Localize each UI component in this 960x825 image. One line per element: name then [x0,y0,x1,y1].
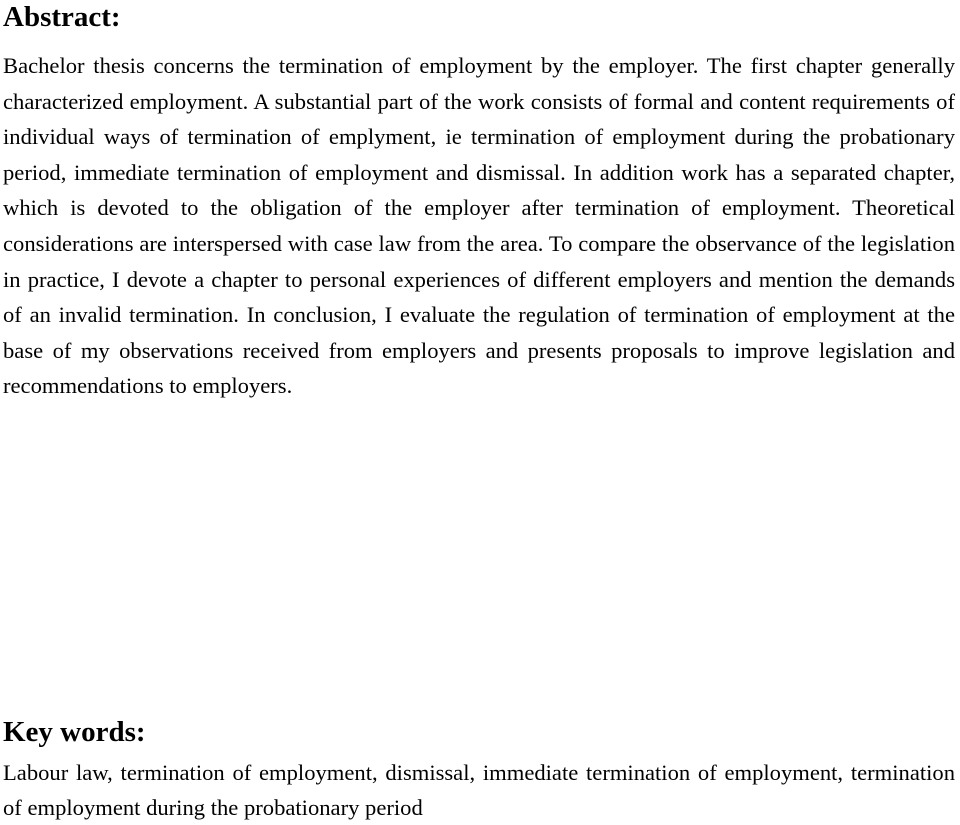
abstract-heading: Abstract: [3,1,121,33]
keywords-heading: Key words: [3,716,146,748]
abstract-paragraph: Bachelor thesis concerns the termination of employment by the employer. The first chapter generally characterized employment. A substantial part of the work consists of formal and content requirements of individual ways of termination of emplyment, ie termination of employment during the probationary period, immediate termination of employment and dismissal. In addition work has a separated chapter, which is devoted to the obligation of the employer after termination of employment. Theoretical considerations are interspersed with case law from the area. To compare the observance of the legislation in practice, I devote a chapter to personal experiences of different employers and mention the demands of an invalid termination. In conclusion, I evaluate the regulation of termination of employment at the base of my observations received from employers and presents proposals to improve legislation and recommendations to employers. [3,53,955,399]
keywords-paragraph: Labour law, termination of employment, dismissal, immediate termination of employment, termination of employment during the probationary period [3,760,955,820]
